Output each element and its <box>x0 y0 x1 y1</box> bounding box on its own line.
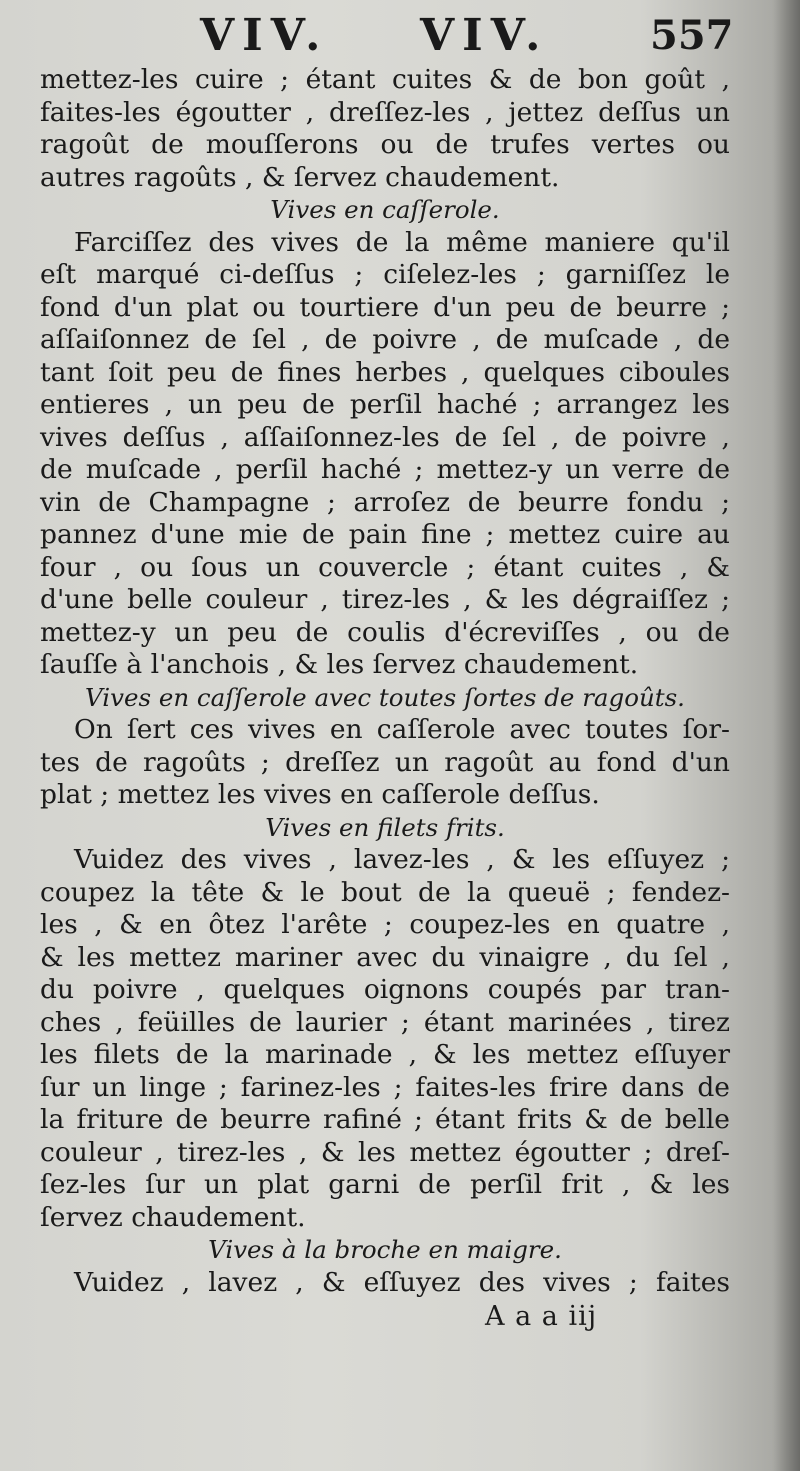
page-text-body <box>40 64 730 1335</box>
text-line: aſſaiſonnez de ſel , de poivre , de muſcade , de <box>40 324 730 355</box>
text-line: ragoût de mouſſerons ou de trufes vertes ou <box>40 129 730 160</box>
section-heading: Vives en caſſerole avec toutes ſortes de ragoûts. <box>85 682 685 712</box>
text-line: autres ragoûts , & ſervez chaudement. <box>40 161 560 193</box>
text-line: ſauſſe à l'anchois , & les ſervez chaudement. <box>40 649 639 680</box>
text-line: & les mettez mariner avec du vinaigre , du ſel , <box>40 941 730 973</box>
text-line: d'une belle couleur , tirez-les , & les dégraiſſez ; <box>40 584 730 615</box>
text-line: pannez d'une mie de pain fine ; mettez cuire au <box>40 519 730 550</box>
text-line: eſt marqué ci-deſſus ; ciſelez-les ; garniſſez le <box>40 259 730 290</box>
text-line: On ſert ces vives en caſſerole avec toutes ſor- <box>74 714 730 745</box>
text-line: plat ; mettez les vives en caſſerole deſſus. <box>40 779 600 810</box>
text-line: les filets de la marinade , & les mettez eſſuyer <box>40 1039 730 1070</box>
page-header <box>0 8 800 64</box>
text-line: Vuidez des vives , lavez-les , & les eſſuyez ; <box>74 844 730 875</box>
text-line: les , & en ôtez l'arête ; coupez-les en quatre , <box>40 909 730 940</box>
signature-mark: A a a iij <box>485 1301 598 1332</box>
text-line: couleur , tirez-les , & les mettez égoutter ; dreſ- <box>40 1136 730 1168</box>
text-line: ſur un linge ; farinez-les ; faites-les frire dans de <box>40 1071 730 1103</box>
text-line: ches , feüilles de laurier ; étant marinées , tirez <box>40 1006 730 1038</box>
text-line: ſez-les ſur un plat garni de perſil frit , & les <box>40 1169 730 1200</box>
text-line: de muſcade , perſil haché ; mettez-y un verre de <box>40 454 730 485</box>
text-line: mettez-y un peu de coulis d'écreviſſes , ou de <box>40 616 730 648</box>
text-line: vives deſſus , aſſaiſonnez-les de ſel , de poivre , <box>40 421 730 453</box>
text-line: four , ou ſous un couvercle ; étant cuites , & <box>40 551 730 583</box>
text-line: ſervez chaudement. <box>40 1201 306 1233</box>
text-line: mettez-les cuire ; étant cuites & de bon goût , <box>40 64 730 95</box>
text-line: Farciſſez des vives de la même maniere qu'il <box>74 226 730 258</box>
text-line: faites-les égoutter , dreſſez-les , jettez deſſus un <box>40 96 730 128</box>
running-head-right: VIV. <box>420 10 549 61</box>
text-line: du poivre , quelques oignons coupés par tran- <box>40 974 730 1005</box>
text-line: fond d'un plat ou tourtiere d'un peu de beurre ; <box>40 291 730 323</box>
text-line: coupez la tête & le bout de la queuë ; fendez- <box>40 876 730 908</box>
text-line: Vuidez , lavez , & eſſuyez des vives ; faites <box>74 1266 730 1298</box>
page-number: 557 <box>650 12 734 59</box>
section-heading: Vives en caſſerole. <box>270 195 500 224</box>
text-line: vin de Champagne ; arroſez de beurre fondu ; <box>40 486 730 518</box>
page-edge-shadow <box>772 0 800 1471</box>
section-heading: Vives en filets frits. <box>265 812 505 842</box>
running-head-left: VIV. <box>200 10 329 61</box>
text-line: tant ſoit peu de fines herbes , quelques ciboules <box>40 356 730 388</box>
text-line: entieres , un peu de perſil haché ; arrangez les <box>40 389 730 420</box>
text-line: la friture de beurre rafiné ; étant frits & de belle <box>40 1104 730 1135</box>
section-heading: Vives à la broche en maigre. <box>208 1235 562 1264</box>
text-line: tes de ragoûts ; dreſſez un ragoût au fond d'un <box>40 746 730 778</box>
